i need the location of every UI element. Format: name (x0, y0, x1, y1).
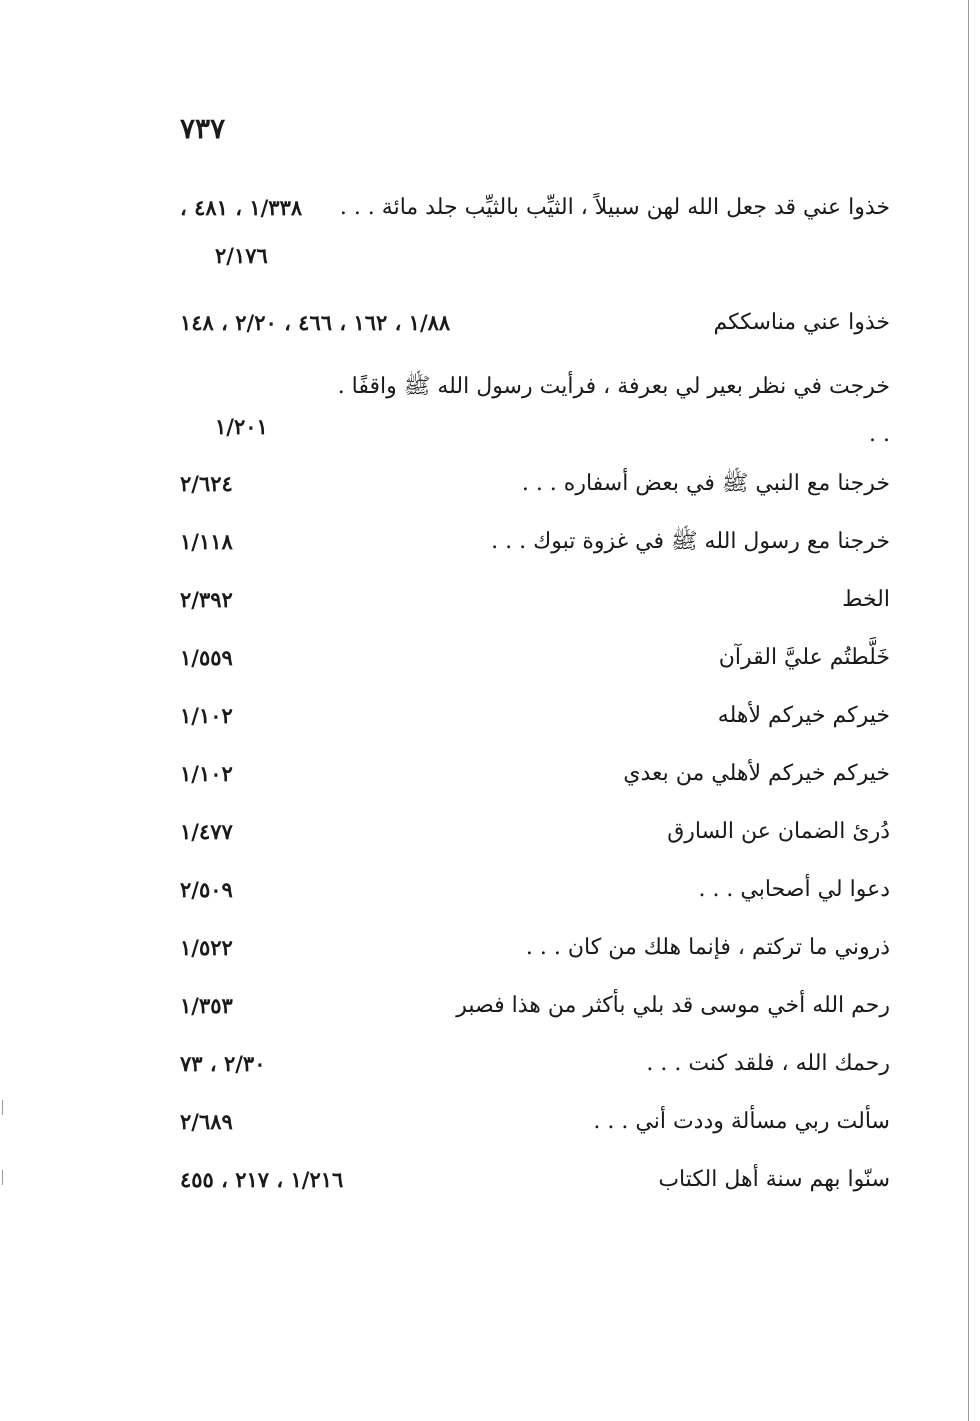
entry-text: الخط (842, 587, 890, 612)
entry-reference: ١/٥٢٢ (180, 935, 233, 960)
entry-text: خيركم خيركم لأهلي من بعدي (623, 761, 890, 786)
index-entry (170, 1162, 890, 1197)
index-entry (170, 698, 890, 733)
index-entry (170, 756, 890, 791)
index-entry (170, 466, 890, 501)
entry-text: خرجنا مع النبي ﷺ في بعض أسفاره . . . (521, 471, 890, 496)
scan-edge-mark (2, 1170, 3, 1185)
entry-text: خذوا عني قد جعل الله لهن سبيلاً ، الثيِّب بالثيِّب جلد مائة . . . (339, 195, 890, 220)
entry-reference: ٢/٣٩٢ (180, 587, 233, 612)
entry-text: رحمك الله ، فلقد كنت . . . (646, 1051, 890, 1076)
entry-text: خيركم خيركم لأهله (717, 703, 890, 728)
index-entry (170, 363, 890, 447)
index-entry (170, 305, 890, 340)
entry-reference: ٢/٦٨٩ (180, 1109, 233, 1134)
entry-text: خذوا عني مناسككم (713, 310, 890, 335)
entry-reference: ١/١٠٢ (180, 761, 233, 786)
entry-reference: ١/١١٨ (180, 529, 233, 554)
entry-reference: ١/٣٥٣ (180, 993, 233, 1018)
entry-reference: ١/٨٨ ، ١٦٢ ، ٤٦٦ ، ٢/٢٠ ، ١٤٨ (180, 310, 451, 335)
entry-text: دُرئ الضمان عن السارق (667, 819, 890, 844)
entry-reference: ١/٥٥٩ (180, 645, 233, 670)
entry-reference: ١/٢١٦ ، ٢١٧ ، ٤٥٥ (180, 1167, 344, 1192)
entry-reference-continued: ٢/١٧٦ (215, 243, 268, 268)
entry-text: خرجت في نظر بعير لي بعرفة ، فرأيت رسول الله ﷺ واقفًا . . . (337, 374, 890, 447)
entry-reference: ٢/٣٠ ، ٧٣ (180, 1051, 266, 1076)
entry-reference: ٢/٥٠٩ (180, 877, 233, 902)
entry-text: رحم الله أخي موسى قد بلي بأكثر من هذا فصبر (456, 993, 890, 1018)
entry-text: سألت ربي مسألة وددت أني . . . (593, 1109, 890, 1134)
entry-reference: ١/١٠٢ (180, 703, 233, 728)
index-entry (170, 524, 890, 559)
entry-reference: ٢/٦٢٤ (180, 471, 233, 496)
entry-reference: ١/٤٧٧ (180, 819, 233, 844)
page-number: ٧٣٧ (180, 112, 226, 145)
index-entries (170, 190, 890, 1220)
index-entry (170, 1104, 890, 1139)
entry-text: خَلَّطتُم عليَّ القرآن (718, 645, 890, 670)
scan-edge-mark (968, 0, 969, 1421)
index-entry (170, 640, 890, 675)
index-entry (170, 872, 890, 907)
index-entry (170, 930, 890, 965)
index-entry (170, 814, 890, 849)
entry-reference: ١/٣٣٨ ، ٤٨١ ، (180, 195, 303, 220)
scan-edge-mark (2, 1100, 3, 1115)
index-entry (170, 190, 890, 282)
entry-text: خرجنا مع رسول الله ﷺ في غزوة تبوك . . . (491, 529, 890, 554)
entry-text: دعوا لي أصحابي . . . (698, 877, 890, 902)
entry-text: سنّوا بهم سنة أهل الكتاب (658, 1167, 890, 1192)
index-entry (170, 988, 890, 1023)
entry-reference: ١/٢٠١ (215, 414, 268, 439)
index-entry (170, 1046, 890, 1081)
entry-text: ذروني ما تركتم ، فإنما هلك من كان . . . (525, 935, 890, 960)
index-entry (170, 582, 890, 617)
